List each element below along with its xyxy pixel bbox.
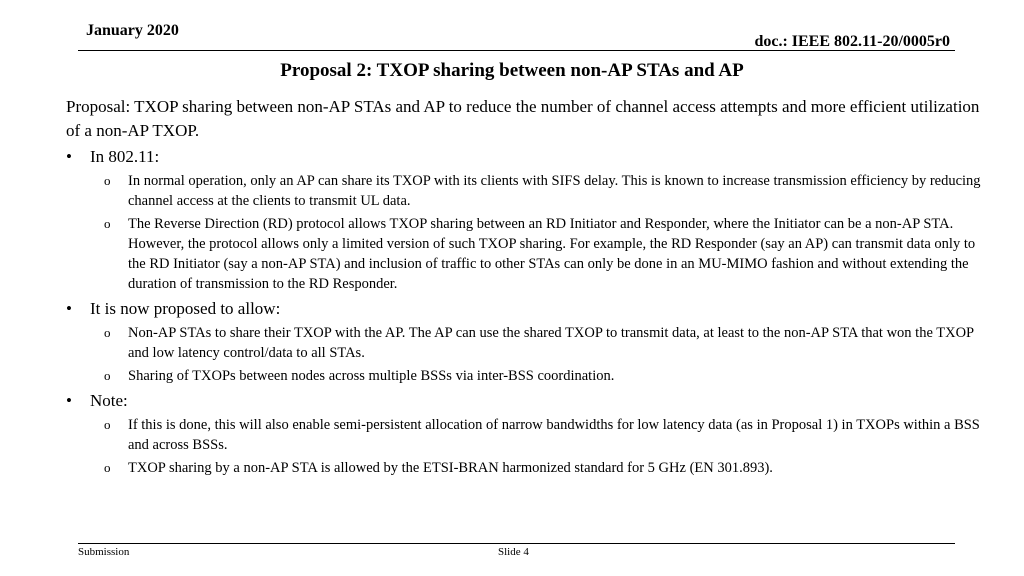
sub-bullet — [66, 214, 986, 294]
footer-slide-number: Slide 4 — [498, 546, 529, 558]
sub-bullet-marker: o — [104, 325, 111, 340]
sub-bullet — [66, 323, 986, 363]
sub-bullet-text: In normal operation, only an AP can share its TXOP with its clients with SIFS delay. This is known to increase transmission efficiency by reducing channel access at the clients to transmit UL data. — [128, 173, 981, 209]
sub-bullet — [66, 415, 986, 455]
sub-bullet-text: If this is done, this will also enable semi-persistent allocation of narrow bandwidths for low latency data (as in Proposal 1) in TXOPs within a BSS and across BSSs. — [128, 417, 980, 453]
footer-divider — [78, 543, 955, 544]
slide-body — [66, 95, 986, 481]
sub-bullet-marker: o — [104, 368, 111, 383]
sub-bullet-marker: o — [104, 417, 111, 432]
bullet-heading: It is now proposed to allow: — [90, 299, 281, 318]
slide-title: Proposal 2: TXOP sharing between non-AP STAs and AP — [280, 60, 744, 81]
footer-submission: Submission — [78, 546, 130, 558]
bullet-marker: • — [66, 147, 72, 166]
sub-bullet — [66, 366, 986, 386]
sub-bullet — [66, 171, 986, 211]
bullet-note — [66, 389, 986, 412]
sub-bullet — [66, 458, 986, 478]
bullet-marker: • — [66, 391, 72, 410]
sub-bullet-marker: o — [104, 173, 111, 188]
sub-bullet-text: Non-AP STAs to share their TXOP with the AP. The AP can use the shared TXOP to transmit data, at least to the non-AP STA that won the TXOP and low latency control/data to all STAs. — [128, 325, 974, 361]
intro-paragraph: Proposal: TXOP sharing between non-AP STAs and AP to reduce the number of channel access attempts and more efficient utilization of a non-AP TXOP. — [66, 97, 980, 140]
sub-bullet-marker: o — [104, 216, 111, 231]
bullet-heading: In 802.11: — [90, 147, 160, 166]
bullet-heading: Note: — [90, 391, 128, 410]
bullet-in-80211 — [66, 145, 986, 168]
sub-bullet-text: Sharing of TXOPs between nodes across multiple BSSs via inter-BSS coordination. — [128, 368, 615, 384]
header-divider — [78, 50, 955, 51]
header-date: January 2020 — [86, 22, 179, 39]
sub-bullet-text: The Reverse Direction (RD) protocol allows TXOP sharing between an RD Initiator and Responder, where the Initiator can be a non-AP STA. However, the protocol allows only a limited version of such TXOP sharing. For example, the RD Responder (say an AP) can transmit data only to the RD Initiator (say a non-AP STA) and inclusion of traffic to other STAs can only be done in an MU-MIMO fashion and without extending the duration of transmission to the RD Responder. — [128, 216, 976, 292]
sub-bullet-marker: o — [104, 460, 111, 475]
bullet-marker: • — [66, 299, 72, 318]
header-doc-id: doc.: IEEE 802.11-20/0005r0 — [754, 33, 950, 50]
bullet-proposed-to-allow — [66, 297, 986, 320]
sub-bullet-text: TXOP sharing by a non-AP STA is allowed by the ETSI-BRAN harmonized standard for 5 GHz (EN 301.893). — [128, 460, 773, 476]
